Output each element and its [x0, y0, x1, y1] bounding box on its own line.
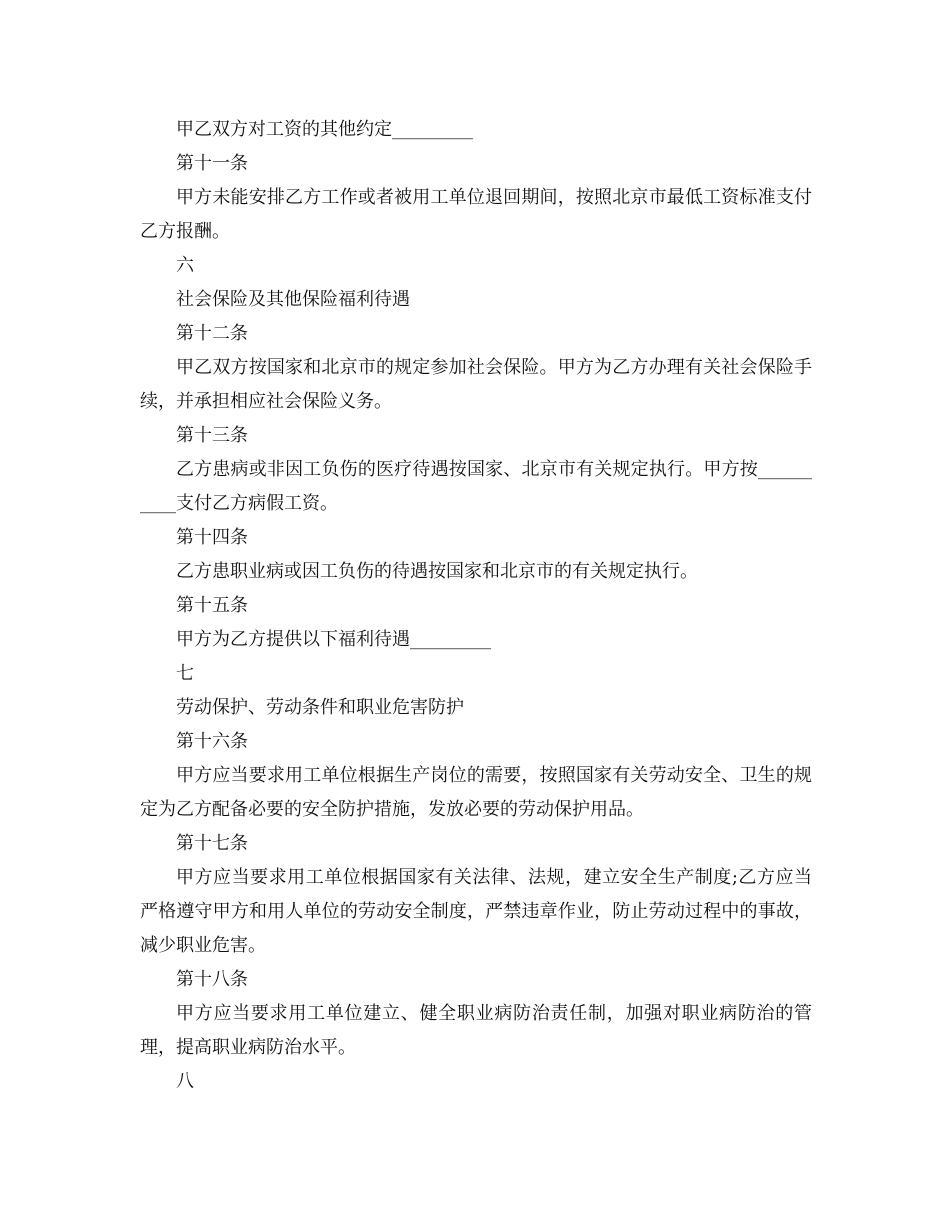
section-7-number: 七: [176, 663, 194, 684]
paragraph-other-wage-agreement: 甲乙双方对工资的其他约定_________: [176, 119, 473, 140]
article-12-heading: 第十二条: [176, 323, 248, 344]
section-6-title: 社会保险及其他保险福利待遇: [176, 289, 410, 310]
article-17-heading: 第十七条: [176, 833, 248, 854]
article-13-text: 乙方患病或非因工负伤的医疗待遇按国家、北京市有关规定执行。甲方按__________支付乙方病假工资。: [140, 459, 812, 514]
article-18-heading: 第十八条: [176, 969, 248, 990]
section-8-number: 八: [176, 1071, 194, 1092]
article-14-heading: 第十四条: [176, 527, 248, 548]
article-14-text: 乙方患职业病或因工负伤的待遇按国家和北京市的有关规定执行。: [176, 561, 698, 582]
article-16-text: 甲方应当要求用工单位根据生产岗位的需要，按照国家有关劳动安全、卫生的规定为乙方配备必要的安全防护措施，发放必要的劳动保护用品。: [140, 765, 812, 820]
article-18-text: 甲方应当要求用工单位建立、健全职业病防治责任制，加强对职业病防治的管理，提高职业病防治水平。: [140, 1003, 812, 1058]
article-11-text: 甲方未能安排乙方工作或者被用工单位退回期间，按照北京市最低工资标准支付乙方报酬。: [140, 187, 812, 242]
document-body: [140, 113, 812, 1099]
article-15-text: 甲方为乙方提供以下福利待遇_________: [176, 629, 491, 650]
article-15-heading: 第十五条: [176, 595, 248, 616]
article-11-heading: 第十一条: [176, 153, 248, 174]
section-7-title: 劳动保护、劳动条件和职业危害防护: [176, 697, 464, 718]
article-17-text: 甲方应当要求用工单位根据国家有关法律、法规，建立安全生产制度;乙方应当严格遵守甲方和用人单位的劳动安全制度，严禁违章作业，防止劳动过程中的事故，减少职业危害。: [140, 867, 812, 956]
section-6-number: 六: [176, 255, 194, 276]
article-13-heading: 第十三条: [176, 425, 248, 446]
article-12-text: 甲乙双方按国家和北京市的规定参加社会保险。甲方为乙方办理有关社会保险手续，并承担相应社会保险义务。: [140, 357, 812, 412]
article-16-heading: 第十六条: [176, 731, 248, 752]
